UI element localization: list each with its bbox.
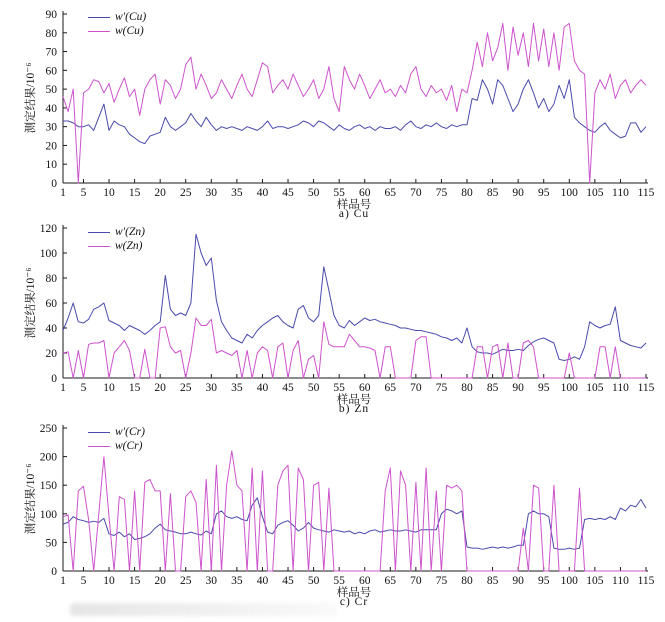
x-tick-label: 65 <box>384 382 397 394</box>
legend-zn <box>88 226 145 253</box>
x-tick-label: 1 <box>60 382 66 394</box>
x-tick-label: 80 <box>461 382 473 394</box>
legend-cr <box>88 426 145 453</box>
y-tick-label: 120 <box>39 223 57 235</box>
y-tick-label: 90 <box>45 9 57 21</box>
x-tick-label: 90 <box>512 187 524 199</box>
caption-c-cr: c) Cr <box>339 596 369 608</box>
x-tick-label: 15 <box>128 575 141 587</box>
x-tick-label: 45 <box>282 382 294 394</box>
legend-label: w(Cr) <box>115 440 143 452</box>
x-tick-label: 1 <box>60 575 66 587</box>
x-tick-label: 70 <box>410 187 422 199</box>
legend-item <box>88 11 146 24</box>
x-axis-label-cu: 样品号 <box>336 199 372 211</box>
x-tick-label: 55 <box>333 187 345 199</box>
x-tick-label: 95 <box>537 575 550 587</box>
x-tick-label: 20 <box>154 187 166 199</box>
y-tick-label: 10 <box>45 159 57 172</box>
x-tick-label: 60 <box>358 187 371 199</box>
x-tick-label: 20 <box>154 382 166 394</box>
caption-a-cu: a) Cu <box>338 208 370 220</box>
y-tick-label: 200 <box>39 451 57 464</box>
x-tick-label: 80 <box>461 575 473 587</box>
legend-label: w(Cu) <box>115 25 144 37</box>
x-tick-label: 105 <box>586 575 604 587</box>
x-tick-label: 85 <box>486 382 499 394</box>
legend-label: w′(Zn) <box>115 226 145 238</box>
x-axis-label-cr: 样品号 <box>336 587 372 599</box>
x-tick-label: 65 <box>384 187 397 199</box>
x-tick-label: 55 <box>333 382 345 394</box>
legend-line-swatch <box>88 432 110 433</box>
series-w′(Cr) <box>63 498 646 550</box>
x-tick-label: 25 <box>179 575 192 587</box>
x-tick-label: 30 <box>205 382 218 394</box>
y-tick-label: 100 <box>39 248 57 260</box>
y-tick-label: 40 <box>45 323 57 335</box>
x-tick-label: 100 <box>560 187 578 199</box>
series-w(Cr) <box>63 451 646 571</box>
legend-line-swatch <box>88 232 110 233</box>
x-tick-label: 1 <box>60 187 66 199</box>
legend-label: w′(Cu) <box>115 11 147 23</box>
y-tick-label: 0 <box>51 373 57 385</box>
y-tick-label: 50 <box>45 537 57 550</box>
x-tick-label: 5 <box>80 575 87 587</box>
y-tick-label: 60 <box>45 65 57 78</box>
x-tick-label: 5 <box>80 187 87 199</box>
y-axis-label-cu: 测定结果/10⁻⁶ <box>25 62 37 134</box>
x-tick-label: 50 <box>307 187 320 199</box>
y-tick-label: 40 <box>45 102 57 115</box>
x-tick-label: 70 <box>410 382 422 394</box>
legend-item <box>88 226 145 239</box>
y-tick-label: 0 <box>51 178 57 190</box>
x-tick-label: 60 <box>358 575 371 587</box>
legend-line-swatch <box>88 17 110 18</box>
x-tick-label: 35 <box>231 575 243 587</box>
x-tick-label: 65 <box>384 575 397 587</box>
x-tick-label: 15 <box>128 187 141 199</box>
x-tick-label: 40 <box>256 575 269 587</box>
x-tick-label: 105 <box>586 382 604 394</box>
x-tick-label: 110 <box>612 382 629 394</box>
x-tick-label: 85 <box>486 187 499 199</box>
x-tick-label: 10 <box>103 187 115 199</box>
x-tick-label: 85 <box>486 575 499 587</box>
x-tick-label: 30 <box>205 187 218 199</box>
y-tick-label: 30 <box>45 121 57 134</box>
x-axis-label-zn: 样品号 <box>336 394 372 406</box>
y-tick-label: 60 <box>45 298 57 310</box>
x-tick-label: 80 <box>461 187 473 199</box>
x-tick-label: 115 <box>637 382 655 394</box>
legend-item <box>88 25 146 38</box>
x-tick-label: 115 <box>637 187 655 199</box>
y-tick-label: 80 <box>45 27 57 40</box>
x-tick-label: 10 <box>103 575 115 587</box>
y-tick-label: 80 <box>45 273 57 285</box>
y-axis-label-cr: 测定结果/10⁻⁶ <box>25 463 37 535</box>
series-w(Zn) <box>63 318 646 378</box>
x-tick-label: 100 <box>560 575 578 587</box>
x-tick-label: 95 <box>537 187 550 199</box>
x-tick-label: 70 <box>410 575 422 587</box>
x-tick-label: 10 <box>103 382 115 394</box>
legend-cu <box>88 11 146 38</box>
x-tick-label: 55 <box>333 575 345 587</box>
legend-line-swatch <box>88 31 110 32</box>
x-tick-label: 25 <box>179 187 192 199</box>
x-tick-label: 35 <box>231 382 243 394</box>
x-tick-label: 40 <box>256 382 269 394</box>
x-tick-label: 45 <box>282 575 294 587</box>
y-tick-label: 250 <box>39 423 57 435</box>
x-tick-label: 110 <box>612 575 629 587</box>
legend-line-swatch <box>88 246 110 247</box>
legend-label: w′(Cr) <box>115 426 145 438</box>
x-tick-label: 35 <box>231 187 243 199</box>
x-tick-label: 100 <box>560 382 578 394</box>
x-tick-label: 75 <box>435 382 448 394</box>
y-tick-label: 20 <box>45 140 57 153</box>
legend-label: w(Zn) <box>115 240 143 252</box>
x-tick-label: 20 <box>154 575 166 587</box>
x-tick-label: 50 <box>307 382 320 394</box>
y-tick-label: 0 <box>51 566 57 578</box>
x-tick-label: 50 <box>307 575 320 587</box>
x-tick-label: 25 <box>179 382 192 394</box>
x-tick-label: 90 <box>512 382 524 394</box>
x-tick-label: 105 <box>586 187 604 199</box>
caption-b-zn: b) Zn <box>338 403 370 415</box>
series-w′(Zn) <box>63 234 646 360</box>
x-tick-label: 75 <box>435 187 448 199</box>
x-tick-label: 40 <box>256 187 269 199</box>
x-tick-label: 95 <box>537 382 550 394</box>
x-tick-label: 115 <box>637 575 655 587</box>
y-tick-label: 70 <box>45 46 57 59</box>
x-tick-label: 60 <box>358 382 371 394</box>
x-tick-label: 90 <box>512 575 524 587</box>
artifact-smudge <box>70 603 338 616</box>
y-tick-label: 20 <box>45 348 57 360</box>
x-tick-label: 75 <box>435 575 448 587</box>
legend-item <box>88 426 145 439</box>
legend-item <box>88 440 145 453</box>
legend-item <box>88 240 145 253</box>
y-tick-label: 50 <box>45 84 57 97</box>
series-w(Cu) <box>63 23 646 183</box>
x-tick-label: 110 <box>612 187 629 199</box>
legend-line-swatch <box>88 446 110 447</box>
x-tick-label: 5 <box>80 382 87 394</box>
x-tick-label: 15 <box>128 382 141 394</box>
x-tick-label: 30 <box>205 575 218 587</box>
y-tick-label: 150 <box>39 480 57 493</box>
y-tick-label: 100 <box>39 508 57 521</box>
x-tick-label: 45 <box>282 187 294 199</box>
y-axis-label-zn: 测定结果/10⁻⁶ <box>25 267 37 339</box>
